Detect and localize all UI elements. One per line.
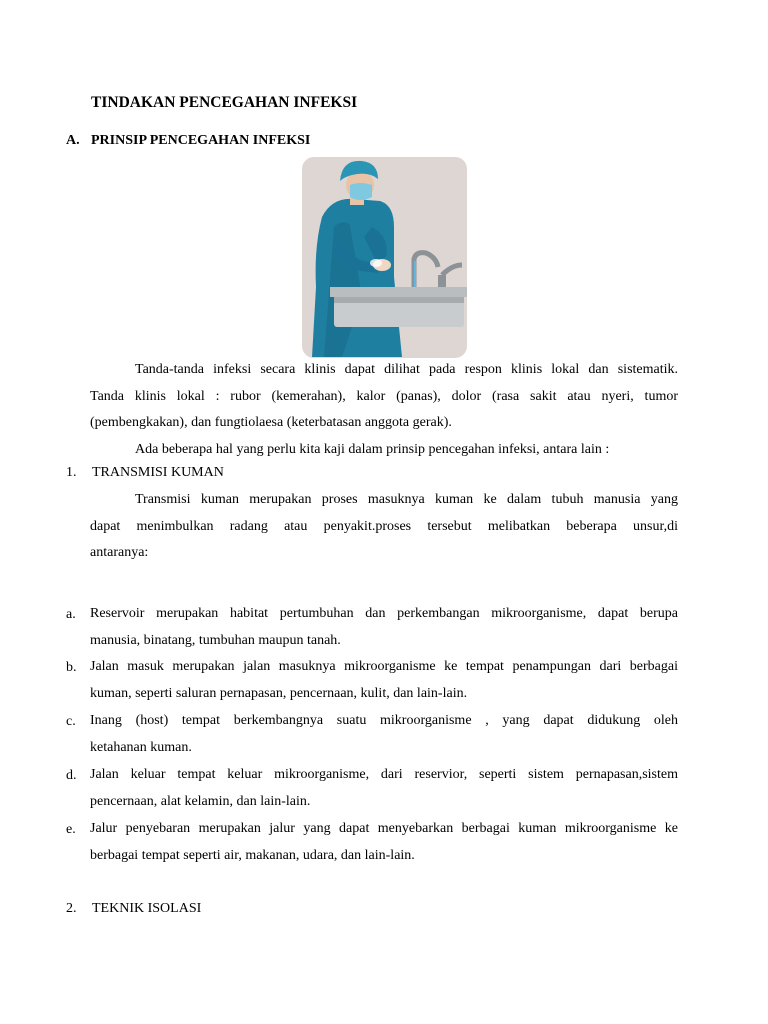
item-1-number: 1.	[66, 465, 77, 480]
list-item-a	[90, 601, 678, 654]
item-2-heading: TEKNIK ISOLASI	[92, 901, 202, 916]
list-line: Jalan masuk merupakan jalan masuknya mikroorganisme ke tempat penampungan dari berbagai	[90, 659, 678, 674]
section-a-heading: PRINSIP PENCEGAHAN INFEKSI	[91, 133, 311, 148]
transmisi-line: antaranya:	[90, 545, 149, 560]
list-line: berbagai tempat seperti air, makanan, udara, dan lain-lain.	[90, 847, 415, 863]
intro-line: Ada beberapa hal yang perlu kita kaji dalam prinsip pencegahan infeksi, antara lain :	[135, 441, 610, 457]
handwashing-illustration	[302, 157, 467, 358]
list-item-e	[90, 816, 678, 869]
document-title: TINDAKAN PENCEGAHAN INFEKSI	[91, 94, 358, 111]
list-line: manusia, binatang, tumbuhan maupun tanah.	[90, 632, 341, 648]
list-line: pencernaan, alat kelamin, dan lain-lain.	[90, 793, 311, 809]
list-letter-c: c.	[66, 714, 76, 729]
transmisi-line: Transmisi kuman merupakan proses masuknya kuman ke dalam tubuh manusia yang	[135, 492, 678, 507]
list-letter-e: e.	[66, 822, 76, 837]
intro-line: (pembengkakan), dan fungtiolaesa (keterbatasan anggota gerak).	[90, 415, 452, 430]
list-line: Jalur penyebaran merupakan jalur yang dapat menyebarkan berbagai kuman mikroorganisme ke	[90, 821, 678, 836]
list-line: Jalan keluar tempat keluar mikroorganisme, dari reservior, seperti sistem pernapasan,sistem	[90, 767, 678, 782]
intro-paragraph	[90, 357, 678, 463]
intro-line: Tanda klinis lokal : rubor (kemerahan), kalor (panas), dolor (rasa sakit atau nyeri, tumor	[90, 388, 678, 404]
list-line: kuman, seperti saluran pernapasan, pencernaan, kulit, dan lain-lain.	[90, 685, 468, 701]
list-letter-d: d.	[66, 768, 77, 783]
item-2-number: 2.	[66, 901, 77, 916]
transmisi-line: dapat menimbulkan radang atau penyakit.proses tersebut melibatkan beberapa unsur,di	[90, 518, 678, 534]
transmisi-paragraph	[90, 487, 678, 567]
list-item-c	[90, 708, 678, 761]
list-letter-b: b.	[66, 660, 77, 675]
list-line: Inang (host) tempat berkembangnya suatu mikroorganisme , yang dapat didukung oleh	[90, 713, 678, 728]
list-line: Reservoir merupakan habitat pertumbuhan dan perkembangan mikroorganisme, dapat berupa	[90, 606, 678, 621]
section-a-letter: A.	[66, 133, 80, 148]
surgeon-handwashing-icon	[302, 157, 467, 358]
list-line: ketahanan kuman.	[90, 739, 192, 755]
list-item-d	[90, 762, 678, 815]
list-letter-a: a.	[66, 607, 76, 622]
item-1-heading: TRANSMISI KUMAN	[92, 465, 224, 480]
list-item-b	[90, 654, 678, 707]
intro-line: Tanda-tanda infeksi secara klinis dapat dilihat pada respon klinis lokal dan sistematik.	[135, 362, 678, 377]
